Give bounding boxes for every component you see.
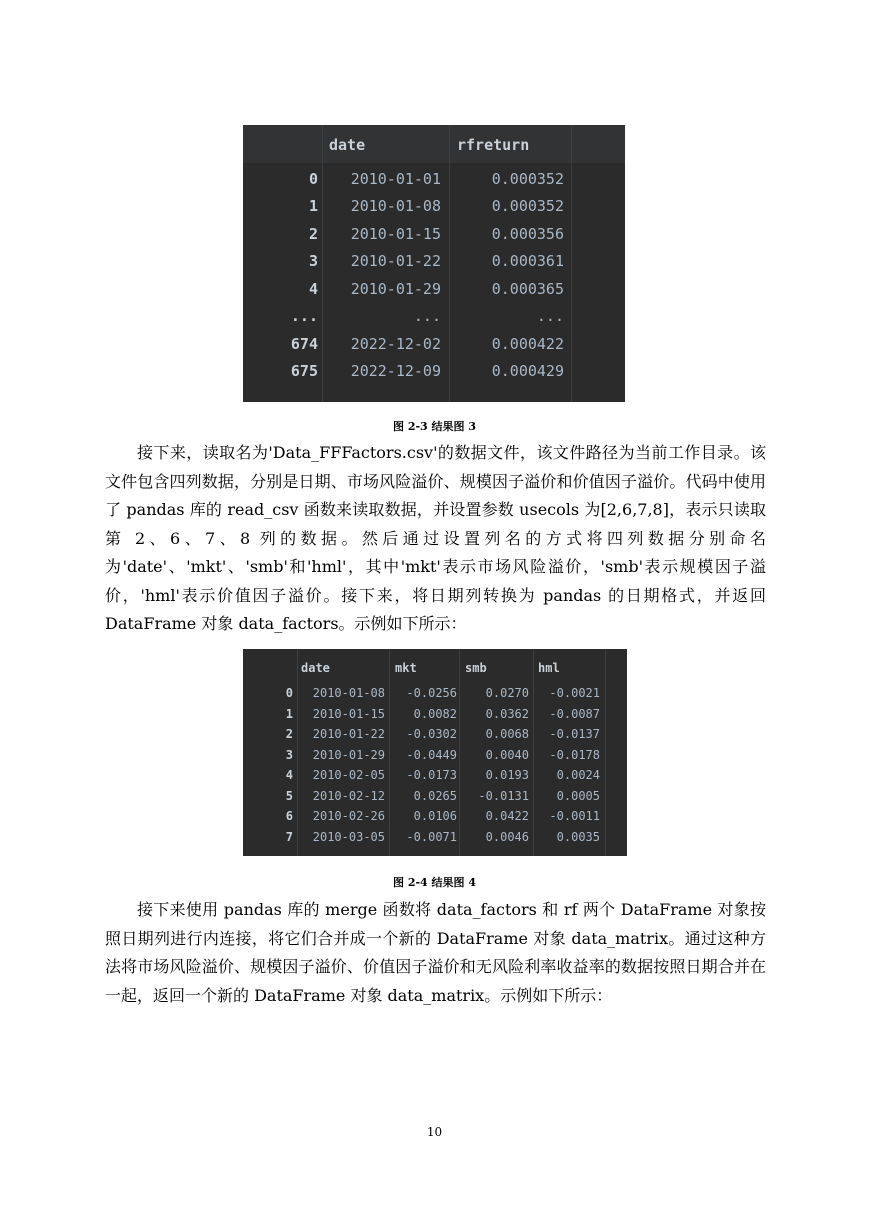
cell-date: 2010-03-05 [312, 830, 385, 844]
cell-date: 2010-02-26 [312, 809, 385, 823]
row-index: 675 [290, 362, 318, 380]
cell-rfreturn: 0.000365 [491, 280, 564, 298]
table-row [243, 745, 627, 766]
cell-date: 2010-01-08 [350, 197, 441, 215]
table-row [243, 248, 625, 275]
cell-rfreturn: 0.000352 [491, 170, 564, 188]
table-row [243, 276, 625, 303]
cell-mkt: -0.0173 [406, 768, 457, 782]
row-index: 674 [290, 335, 318, 353]
cell-rfreturn: 0.000422 [491, 335, 564, 353]
cell-hml: -0.0137 [549, 727, 600, 741]
cell-date: 2010-01-22 [312, 727, 385, 741]
row-index: 4 [308, 280, 318, 298]
cell-date: 2022-12-09 [350, 362, 441, 380]
table-row [243, 724, 627, 745]
table-row [243, 193, 625, 220]
table-row [243, 303, 625, 330]
row-index: 2 [308, 225, 318, 243]
cell-date: 2010-01-29 [312, 748, 385, 762]
cell-hml: -0.0087 [549, 707, 600, 721]
cell-mkt: 0.0106 [413, 809, 457, 823]
row-index: 4 [285, 768, 293, 782]
cell-smb: 0.0270 [485, 686, 529, 700]
table-header [243, 125, 625, 163]
table-row [243, 786, 627, 807]
table-row [243, 765, 627, 786]
cell-mkt: 0.0265 [413, 789, 457, 803]
header-smb: smb [465, 661, 487, 675]
row-index: 1 [285, 707, 293, 721]
cell-smb: -0.0131 [478, 789, 529, 803]
row-index: 3 [308, 252, 318, 270]
cell-date: 2010-01-15 [312, 707, 385, 721]
cell-smb: 0.0193 [485, 768, 529, 782]
cell-date: 2010-02-12 [312, 789, 385, 803]
header-date: date [329, 136, 366, 154]
figure-caption-2-3: 图 2-3 结果图 3 [392, 420, 476, 433]
page-number: 10 [426, 1125, 443, 1139]
cell-smb: 0.0040 [485, 748, 529, 762]
table-row [243, 806, 627, 827]
cell-hml: 0.0035 [556, 830, 600, 844]
cell-date: 2010-01-29 [350, 280, 441, 298]
cell-mkt: -0.0302 [406, 727, 457, 741]
cell-mkt: 0.0082 [413, 707, 457, 721]
cell-date: 2022-12-02 [350, 335, 441, 353]
header-hml: hml [538, 661, 560, 675]
cell-date: 2010-01-15 [350, 225, 441, 243]
row-index: 0 [308, 170, 318, 188]
row-index: 2 [285, 727, 293, 741]
cell-date: 2010-02-05 [312, 768, 385, 782]
cell-date: 2010-01-08 [312, 686, 385, 700]
row-index: 3 [285, 748, 293, 762]
row-index: 0 [285, 686, 293, 700]
cell-hml: -0.0021 [549, 686, 600, 700]
cell-rfreturn: 0.000429 [491, 362, 564, 380]
cell-date: ... [413, 307, 441, 325]
table-row [243, 358, 625, 385]
cell-smb: 0.0362 [485, 707, 529, 721]
row-index: 5 [285, 789, 293, 803]
table-row [243, 166, 625, 193]
cell-hml: 0.0005 [556, 789, 600, 803]
table-row [243, 331, 625, 358]
cell-mkt: -0.0449 [406, 748, 457, 762]
rf-dataframe-output [243, 125, 625, 402]
factors-dataframe-output [243, 649, 627, 856]
cell-date: 2010-01-01 [350, 170, 441, 188]
row-index: 7 [285, 830, 293, 844]
header-rfreturn: rfreturn [457, 136, 530, 154]
cell-mkt: -0.0256 [406, 686, 457, 700]
cell-smb: 0.0422 [485, 809, 529, 823]
table-row [243, 827, 627, 848]
cell-smb: 0.0068 [485, 727, 529, 741]
cell-rfreturn: 0.000352 [491, 197, 564, 215]
row-index: ... [290, 307, 318, 325]
figure-caption-2-4: 图 2-4 结果图 4 [392, 876, 476, 889]
cell-hml: -0.0178 [549, 748, 600, 762]
cell-rfreturn: 0.000361 [491, 252, 564, 270]
header-date: date [301, 661, 330, 675]
paragraph-merge: 接下来使用 pandas 库的 merge 函数将 data_factors 和 rf 两个 DataFrame 对象按照日期列进行内连接，将它们合并成一个新的 DataFrame 对象 data_matrix。通过这种方法将市场风险溢价、规模因子溢价、价值因子溢价和无风险利率收益率的数据按照日期合并在一起，返回一个新的 DataFrame 对象 data_matrix。示例如下所示： [105, 900, 766, 1005]
row-index: 6 [285, 809, 293, 823]
cell-date: 2010-01-22 [350, 252, 441, 270]
table-row [243, 683, 627, 704]
paragraph-read-factors: 接下来，读取名为'Data_FFFactors.csv'的数据文件，该文件路径为当前工作目录。该文件包含四列数据，分别是日期、市场风险溢价、规模因子溢价和价值因子溢价。代码中使用了 pandas 库的 read_csv 函数来读取数据，并设置参数 usecols 为[2,6,7,8]，表示只读取第 2、6、7、8 列的数据。然后通过设置列名的方式将四列数据分别命名为'date'、'mkt'、'smb'和'hml'，其中'mkt'表示市场风险溢价，'smb'表示规模因子溢价，'hml'表示价值因子溢价。接下来，将日期列转换为 pandas 的日期格式，并返回 DataFrame 对象 data_factors。示例如下所示： [105, 443, 766, 633]
cell-hml: -0.0011 [549, 809, 600, 823]
header-mkt: mkt [395, 661, 417, 675]
cell-mkt: -0.0071 [406, 830, 457, 844]
cell-hml: 0.0024 [556, 768, 600, 782]
cell-rfreturn: ... [536, 307, 564, 325]
table-row [243, 221, 625, 248]
table-row [243, 704, 627, 725]
cell-rfreturn: 0.000356 [491, 225, 564, 243]
cell-smb: 0.0046 [485, 830, 529, 844]
row-index: 1 [308, 197, 318, 215]
